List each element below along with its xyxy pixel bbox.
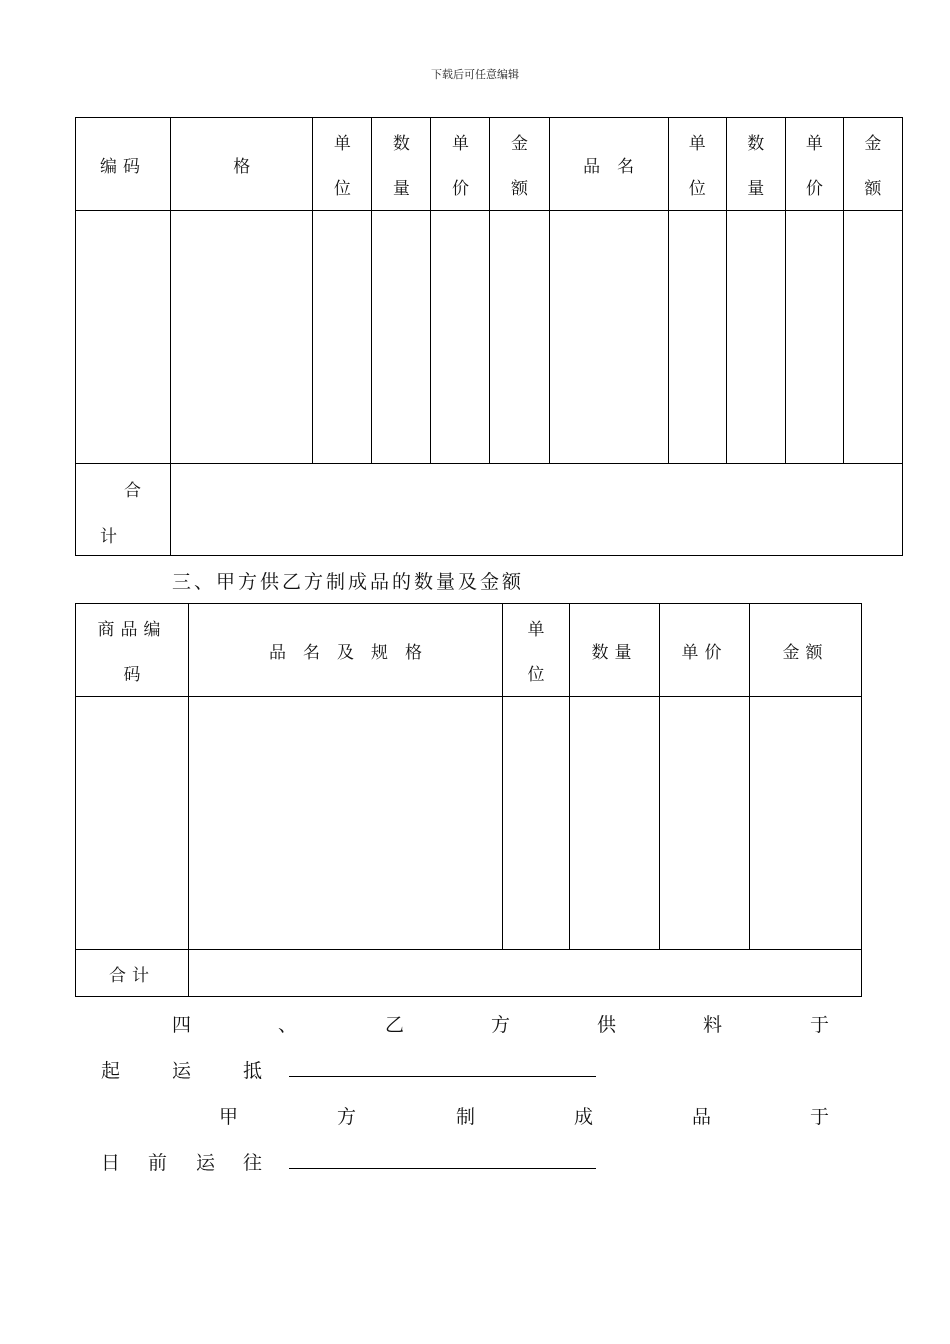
header-product-code: 商品编 码 — [76, 604, 189, 697]
destination-blank-2[interactable] — [289, 1168, 596, 1169]
cell-quantity[interactable] — [372, 211, 431, 464]
cell-amount[interactable] — [750, 697, 862, 950]
header-note: 下载后可任意编辑 — [431, 68, 519, 81]
header-amount-2: 金 额 — [843, 118, 902, 211]
cell-unit-price-2[interactable] — [785, 211, 843, 464]
clause4-char: 抵 — [243, 1060, 263, 1082]
header-unit-price-2: 单 价 — [785, 118, 843, 211]
clause-jia-char: 方 — [337, 1106, 357, 1128]
header-quantity: 数 量 — [372, 118, 431, 211]
clause-jia-char: 于 — [810, 1106, 830, 1128]
table-header-row — [76, 604, 862, 697]
header-amount: 金额 — [750, 604, 862, 697]
cell-unit-price[interactable] — [431, 211, 490, 464]
total-label: 合 计 — [76, 464, 171, 556]
cell-unit[interactable] — [503, 697, 570, 950]
header-product-name: 品 名 — [549, 118, 668, 211]
cell-code[interactable] — [76, 211, 171, 464]
header-unit: 单 位 — [503, 604, 570, 697]
table-row — [76, 697, 862, 950]
cell-name-and-spec[interactable] — [189, 697, 503, 950]
table-header-row — [76, 118, 903, 211]
clause-jia-char: 往 — [243, 1152, 263, 1174]
table-total-row — [76, 464, 903, 556]
header-unit-price: 单价 — [660, 604, 750, 697]
cell-quantity[interactable] — [570, 697, 660, 950]
total-value[interactable] — [171, 464, 903, 556]
cell-unit-2[interactable] — [668, 211, 726, 464]
clause4-char: 供 — [597, 1014, 617, 1036]
clause-jia-char: 品 — [692, 1106, 712, 1128]
total-label: 合计 — [76, 950, 189, 997]
table-row — [76, 211, 903, 464]
clause4-char: 运 — [172, 1060, 192, 1082]
table-total-row — [76, 950, 862, 997]
clause4-char: 于 — [810, 1014, 830, 1036]
cell-product-code[interactable] — [76, 697, 189, 950]
clause4-char: 方 — [491, 1014, 511, 1036]
header-code: 编码 — [76, 118, 171, 211]
clause4-char: 料 — [703, 1014, 723, 1036]
clause4-char: 、 — [278, 1014, 298, 1036]
products-table — [75, 603, 862, 997]
cell-amount[interactable] — [490, 211, 549, 464]
clause-jia-char: 成 — [574, 1106, 594, 1128]
cell-spec[interactable] — [171, 211, 313, 464]
clause-jia-char: 日 — [101, 1152, 121, 1174]
clause-jia-char: 运 — [196, 1152, 216, 1174]
clause4-char: 起 — [101, 1060, 121, 1082]
section-3-title: 三、甲方供乙方制成品的数量及金额 — [172, 571, 525, 593]
header-quantity-2: 数 量 — [726, 118, 785, 211]
cell-amount-2[interactable] — [843, 211, 902, 464]
header-quantity: 数量 — [570, 604, 660, 697]
header-amount: 金 额 — [490, 118, 549, 211]
clause-jia-char: 前 — [148, 1152, 168, 1174]
clause-jia-char: 甲 — [219, 1106, 239, 1128]
header-unit: 单 位 — [313, 118, 372, 211]
clause4-char: 四 — [172, 1014, 192, 1036]
total-value[interactable] — [189, 950, 862, 997]
header-unit-price: 单 价 — [431, 118, 490, 211]
cell-unit-price[interactable] — [660, 697, 750, 950]
clause4-char: 乙 — [385, 1014, 405, 1036]
cell-unit[interactable] — [313, 211, 372, 464]
header-unit-2: 单 位 — [668, 118, 726, 211]
cell-quantity-2[interactable] — [726, 211, 785, 464]
clause-jia-char: 制 — [456, 1106, 476, 1128]
header-spec: 格 — [171, 118, 313, 211]
materials-table — [75, 117, 903, 556]
destination-blank-1[interactable] — [289, 1076, 596, 1077]
cell-product-name[interactable] — [549, 211, 668, 464]
header-name-and-spec: 品 名 及 规 格 — [189, 604, 503, 697]
